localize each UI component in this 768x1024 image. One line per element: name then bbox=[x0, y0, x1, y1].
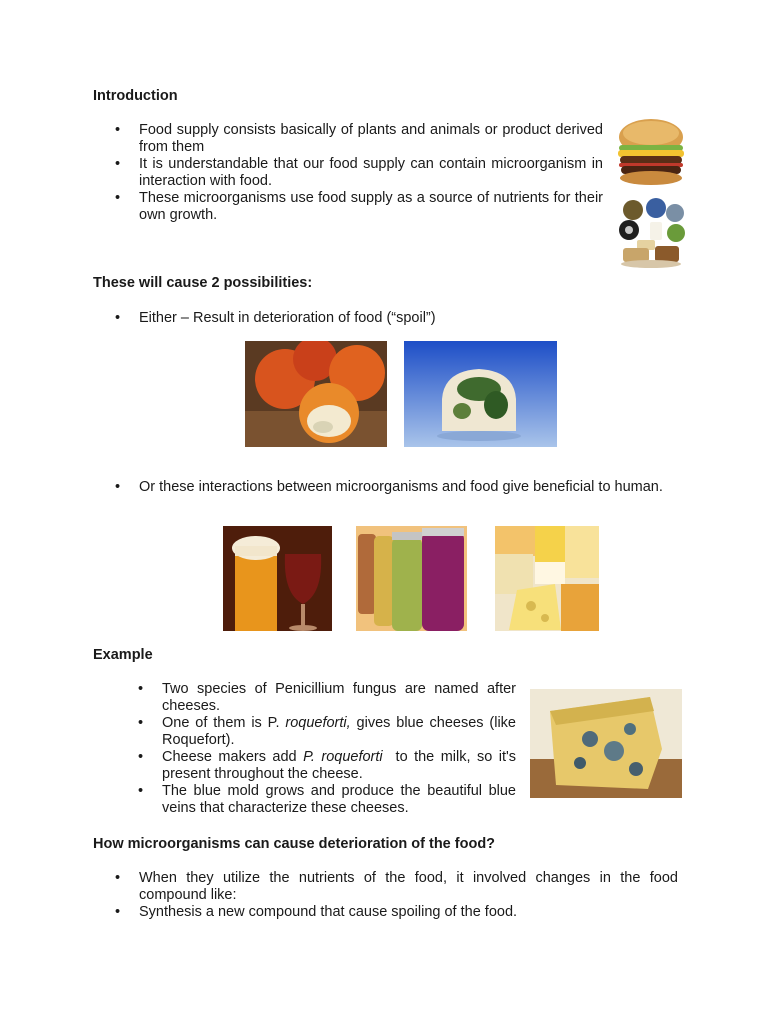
list-item bbox=[116, 749, 521, 783]
list-item: • The blue mold grows and produce the beautiful blue veins that characterize these cheeses. bbox=[116, 783, 516, 817]
possibilities-or-list bbox=[93, 479, 678, 496]
list-item: • Two species of Penicillium fungus are named after cheeses. bbox=[116, 681, 516, 715]
possibilities-either-list bbox=[93, 310, 678, 327]
heading-deterioration: How microorganisms can cause deterioration of the food? bbox=[93, 836, 496, 852]
list-item bbox=[116, 715, 516, 749]
pickle-jars-photo bbox=[356, 526, 467, 631]
list-item: • Or these interactions between microorganisms and food give beneficial to human. bbox=[93, 479, 678, 496]
list-item: • It is understandable that our food supply can contain microorganism in interaction with food. bbox=[93, 156, 603, 190]
microorganisms-collage-photo bbox=[615, 196, 685, 271]
species-name: roqueforti, bbox=[285, 715, 351, 731]
species-name: P. roqueforti bbox=[303, 749, 383, 765]
list-item: • When they utilize the nutrients of the food, it involved changes in the food compound like: bbox=[93, 870, 678, 904]
cheese-assortment-photo bbox=[495, 526, 599, 631]
list-item-text: to the milk, so it's present throughout the cheese. bbox=[162, 749, 521, 782]
list-item: • Either – Result in deterioration of food (“spoil”) bbox=[93, 310, 678, 327]
list-item: • Food supply consists basically of plants and animals or product derived from them bbox=[93, 122, 603, 156]
moldy-oranges-photo bbox=[245, 341, 387, 447]
heading-possibilities: These will cause 2 possibilities: bbox=[93, 275, 313, 291]
intro-bullet-list bbox=[93, 122, 603, 224]
deterioration-bullet-list bbox=[93, 870, 678, 921]
list-item-text: One of them is P. bbox=[162, 715, 286, 731]
burger-photo bbox=[616, 115, 686, 187]
list-item-text: Cheese makers add bbox=[162, 749, 304, 765]
example-bullet-list bbox=[116, 681, 521, 817]
blue-cheese-photo bbox=[530, 689, 682, 798]
list-item-text: gives blue cheeses (like Roquefort). bbox=[162, 715, 516, 748]
list-item: • Synthesis a new compound that cause spoiling of the food. bbox=[93, 904, 678, 921]
heading-example: Example bbox=[93, 647, 153, 663]
beer-wine-photo bbox=[223, 526, 332, 631]
list-item: • These microorganisms use food supply as a source of nutrients for their own growth. bbox=[93, 190, 603, 224]
heading-introduction: Introduction bbox=[93, 88, 178, 104]
moldy-bread-photo bbox=[404, 341, 557, 447]
